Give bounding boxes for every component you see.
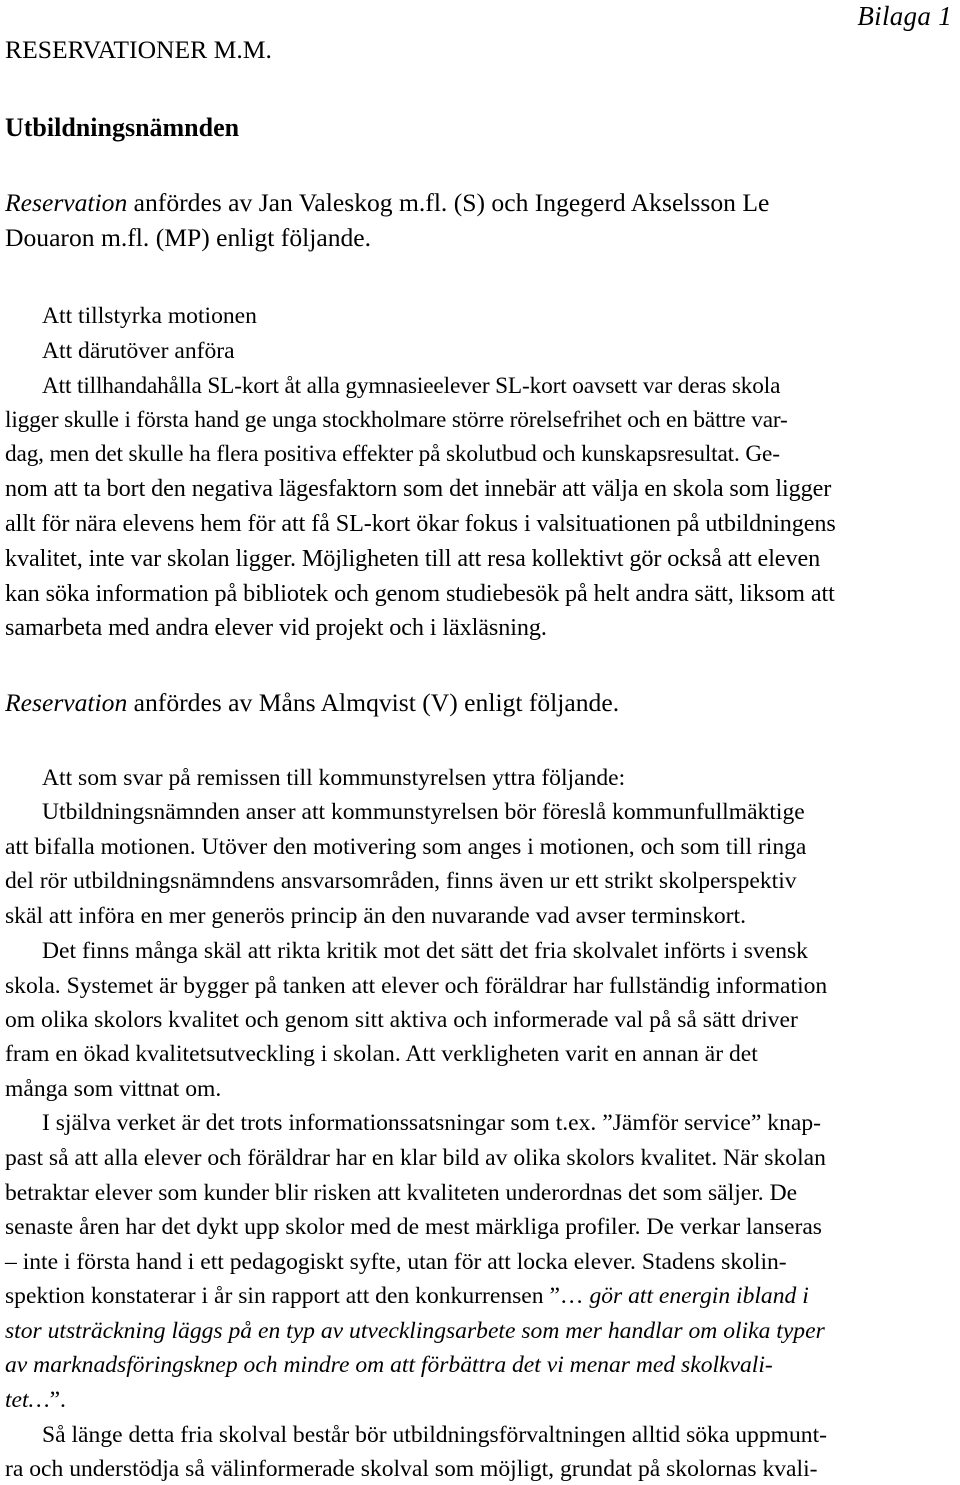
quote-italic: tet… [5,1387,50,1413]
quote-close: ”. [49,1387,66,1413]
appendix-label: Bilaga 1 [857,1,952,31]
reservation-1-line-1 [5,189,769,217]
body-line: senaste åren har det dykt upp skolor med de mest märkliga profiler. De verkar lanseras [5,1214,822,1240]
quote-end-line [5,1386,66,1414]
body-line: fram en ökad kvalitetsutveckling i skolan. Att verkligheten varit en annan är det [5,1041,758,1067]
motion-point-1: Att tillstyrka motionen [42,303,257,329]
body-line: betraktar elever som kunder blir risken att kvaliteten underordnas det som säljer. De [5,1180,798,1206]
body-line: – inte i första hand i ett pedagogiskt syfte, utan för att locka elever. Stadens skolin- [5,1249,787,1275]
motion-line: kan söka information på bibliotek och genom studiebesök på helt andra sätt, liksom att [5,580,835,607]
reservation-2-italic: Reservation [5,688,128,717]
body-line: Så länge detta fria skolval består bör utbildningsförvaltningen alltid söka uppmunt- [42,1422,827,1448]
body-line: skola. Systemet är bygger på tanken att elever och föräldrar har fullständig information [5,973,828,999]
reservation-2-line [5,689,619,717]
body-line: att bifalla motionen. Utöver den motivering som anges i motionen, och som till ringa [5,834,807,860]
reservation-1-italic: Reservation [5,188,128,217]
quote-line: av marknadsföringsknep och mindre om att förbättra det vi menar med skolkvali- [5,1352,773,1378]
motion-line: Att tillhandahålla SL-kort åt alla gymnasieelever SL-kort oavsett var deras skola [42,373,781,399]
motion-line: ligger skulle i första hand ge unga stockholmare större rörelsefrihet och en bättre var- [5,407,788,433]
body-line: många som vittnat om. [5,1076,222,1102]
body-line: past så att alla elever och föräldrar har en klar bild av olika skolors kvalitet. När skolan [5,1145,826,1171]
motion-line: allt för nära elevens hem för att få SL-kort ökar fokus i valsituationen på utbildningens [5,510,836,537]
body-line-text: spektion konstaterar i år sin rapport att den konkurrensen ”… [5,1283,590,1309]
motion-line: kvalitet, inte var skolan ligger. Möjligheten till att resa kollektivt gör också att eleven [5,545,821,572]
body-line: Att som svar på remissen till kommunstyrelsen yttra följande: [42,765,626,791]
committee-title: Utbildningsnämnden [5,113,240,142]
body-line: Det finns många skäl att rikta kritik mot det sätt det fria skolvalet införts i svensk [42,938,808,964]
body-line: om olika skolors kvalitet och genom sitt aktiva och informerade val på så sätt driver [5,1007,798,1033]
body-line: ra och understödja så välinformerade skolval som möjligt, grundat på skolornas kvali- [5,1456,818,1482]
body-line [5,1282,809,1310]
body-line: skäl att införa en mer generös princip än den nuvarande vad avser terminskort. [5,903,746,929]
quote-line: stor utsträckning läggs på en typ av utvecklingsarbete som mer handlar om olika typer [5,1318,825,1344]
reservation-2-text: anfördes av Måns Almqvist (V) enligt följande. [127,688,620,717]
body-line: del rör utbildningsnämndens ansvarsområden, finns även ur ett strikt skolperspektiv [5,868,797,894]
motion-point-2: Att därutöver anföra [42,338,235,364]
body-line: Utbildningsnämnden anser att kommunstyrelsen bör föreslå kommunfullmäktige [42,799,805,825]
reservation-1-line-2: Douaron m.fl. (MP) enligt följande. [5,223,372,252]
motion-line: dag, men det skulle ha flera positiva effekter på skolutbud och kunskapsresultat. Ge- [5,441,780,467]
body-line: I själva verket är det trots informationssatsningar som t.ex. ”Jämför service” knap- [42,1110,821,1136]
page-heading: RESERVATIONER M.M. [5,35,272,64]
motion-line: samarbeta med andra elever vid projekt och i läxläsning. [5,614,547,641]
reservation-1-text: anfördes av Jan Valeskog m.fl. (S) och Ingegerd Akselsson Le [127,188,770,217]
quote-italic: gör att energin ibland i [589,1283,809,1309]
motion-line: nom att ta bort den negativa lägesfaktorn som det innebär att välja en skola som ligger [5,475,832,502]
